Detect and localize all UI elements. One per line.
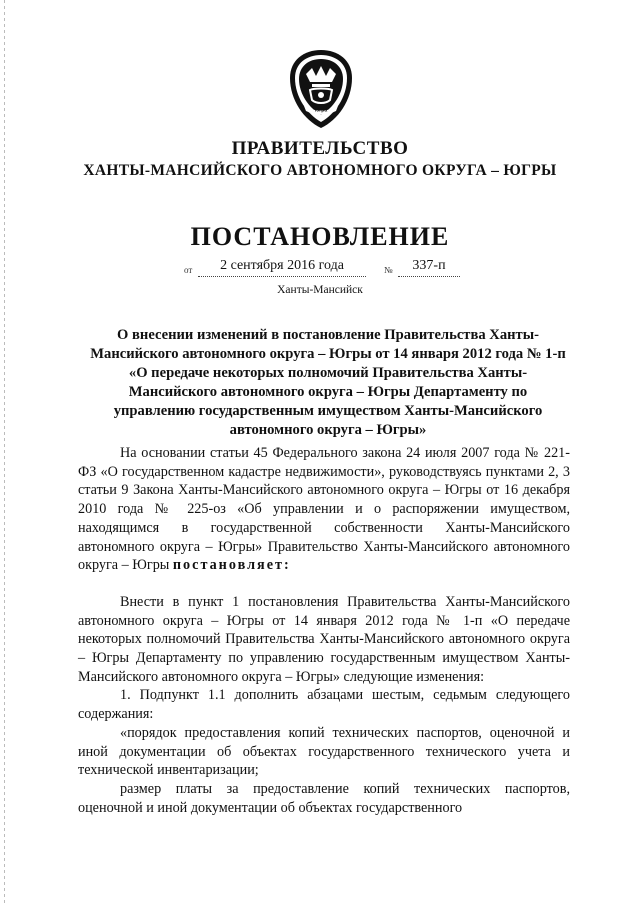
preamble-paragraph	[78, 444, 570, 575]
paragraph: размер платы за предоставление копий технических паспортов, оценочной и иной документации об объектах государственного	[78, 780, 570, 816]
emblem-text: югра	[314, 107, 328, 114]
coat-of-arms-icon	[286, 48, 356, 130]
document-number: 337-п	[398, 256, 460, 277]
paragraph: «порядок предоставления копий технических паспортов, оценочной и иной документации об объектах государственного технического учета и технической инвентаризации;	[78, 724, 570, 779]
document-body	[78, 444, 570, 817]
date-label: от	[184, 265, 193, 275]
document-type: ПОСТАНОВЛЕНИЕ	[190, 222, 450, 251]
number-label: №	[384, 265, 393, 275]
document-meta	[0, 256, 640, 280]
decree-colon: :	[283, 557, 289, 574]
page-edge	[4, 0, 5, 905]
city: Ханты-Мансийск	[277, 284, 363, 296]
paragraph: Внести в пункт 1 постановления Правительства Ханты-Мансийского автономного округа – Югры от 14 января 2012 года № 1-п «О передаче некоторых полномочий Правительства Ханты-Мансийского автономного округа – Югры Департаменту по управлению государственным имуществом Ханты-Мансийского автономного округа – Югры» следующие изменения:	[78, 593, 570, 685]
preamble-text: На основании статьи 45 Федерального закона 24 июля 2007 года № 221-ФЗ «О государственном кадастре недвижимости», руководствуясь пунктами 2, 3 статьи 9 Закона Ханты-Мансийского автономного округа – Югры от 16 декабря 2010 года № 225-оз «Об управлении и о распоряжении имуществом, находящимся в государственной собственности Ханты-Мансийского автономного округа – Югры» Правительство Ханты-Мансийского автономного округа – Югры	[78, 445, 570, 574]
paragraph: 1. Подпункт 1.1 дополнить абзацами шестым, седьмым следующего содержания:	[78, 687, 570, 723]
decree-word: постановляет	[172, 557, 284, 574]
document-date: 2 сентября 2016 года	[198, 256, 366, 277]
org-name-line1: ПРАВИТЕЛЬСТВО	[231, 138, 409, 159]
document-title: О внесении изменений в постановление Правительства Ханты-Мансийского автономного округа – Югры от 14 января 2012 года № 1-п «О передаче некоторых полномочий Правительства Ханты-Мансийского автономного округа – Югры Департаменту по управлению государственным имуществом Ханты-Мансийского автономного округа – Югры»	[90, 327, 566, 438]
org-name-line2: ХАНТЫ-МАНСИЙСКОГО АВТОНОМНОГО ОКРУГА – ЮГРЫ	[83, 162, 557, 179]
